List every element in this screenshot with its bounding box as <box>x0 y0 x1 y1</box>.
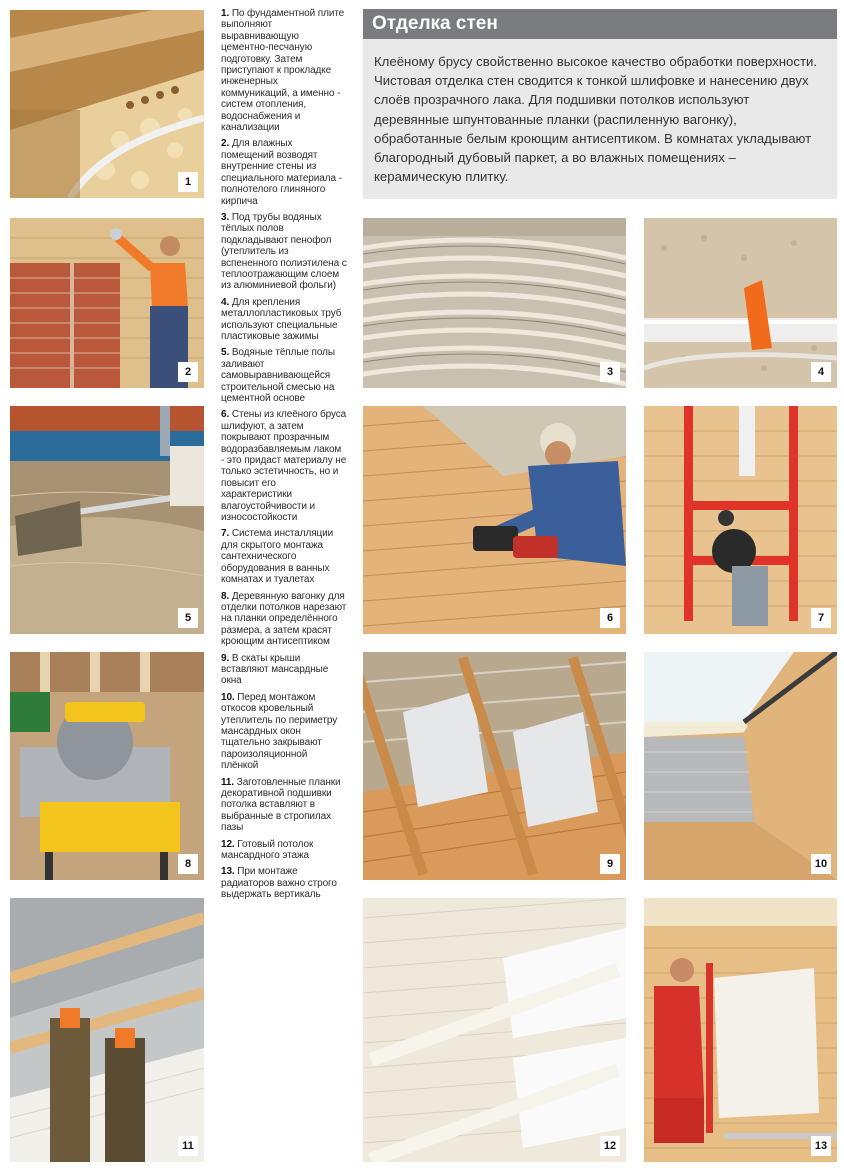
photo-5 <box>10 406 204 634</box>
caption-text: Под трубы водяных тёплых полов подкладывают пенофол (утеплитель из вспененного полиэтилена с теплоотражающим слоем из алюминиевой фольги) <box>221 211 347 292</box>
caption-text: Для влажных помещений возводят внутренние стены из специального материала - полнотелого глиняного кирпича <box>221 138 342 207</box>
window-insulation-photo <box>644 652 837 880</box>
toilet-frame-photo <box>644 406 837 634</box>
caption-text: По фундаментной плите выполняют выравнивающую цементно-песчаную подготовку. Затем приступают к прокладке инженерных коммуникаций, а именно - систем отопления, водоснабжения и канализации <box>221 8 345 134</box>
subfloor-pipes-photo <box>10 10 204 198</box>
caption-4 <box>221 297 347 343</box>
caption-number: 4. <box>221 296 230 308</box>
photo-number: 4 <box>811 362 831 382</box>
photo-number: 7 <box>811 608 831 628</box>
caption-1 <box>221 8 347 133</box>
caption-12 <box>221 839 347 862</box>
pipe-clip-photo <box>644 218 837 388</box>
radiator-level-photo <box>644 898 837 1162</box>
photo-10 <box>644 652 837 880</box>
caption-text: Деревянную вагонку для отделки потолков нарезают на планки определённого размера, а затем красят кроющим антисептиком <box>221 590 347 648</box>
caption-number: 7. <box>221 528 230 540</box>
caption-number: 6. <box>221 409 230 421</box>
photo-number: 6 <box>600 608 620 628</box>
finished-ceiling-photo <box>363 898 626 1162</box>
photo-number: 8 <box>178 854 198 874</box>
caption-text: Заготовленные планки декоративной подшивки потолка вставляют в выбранные в стропилах пазы <box>221 776 341 834</box>
caption-number: 11. <box>221 776 235 788</box>
caption-number: 5. <box>221 347 230 359</box>
caption-number: 10. <box>221 691 235 703</box>
caption-number: 9. <box>221 652 230 664</box>
caption-number: 8. <box>221 590 230 602</box>
caption-3 <box>221 212 347 292</box>
ceiling-planks-photo <box>10 898 204 1162</box>
photo-4 <box>644 218 837 388</box>
lead-paragraph: Клеёному брусу свойственно высокое качество обработки поверхности. Чистовая отделка стен сводится к тонкой шлифовке и нанесению двух слоёв прозрачного лака. Для подшивки потолков используют деревянные шпунтованные планки (распиленную вагонку), обработанные белым кроющим антисептиком. В комнатах укладывают благородный дубовый паркет, а во влажных помещениях – керамическую плитку. <box>374 54 818 185</box>
photo-6 <box>363 406 626 634</box>
caption-text: Готовый потолок мансардного этажа <box>221 838 314 862</box>
caption-text: Для крепления металлопластиковых труб используют специальные пластиковые зажимы <box>221 296 342 342</box>
photo-number: 9 <box>600 854 620 874</box>
photo-11 <box>10 898 204 1162</box>
captions-column <box>221 8 347 906</box>
screed-pouring-photo <box>10 406 204 634</box>
caption-text: Стены из клеёного бруса шлифуют, а затем покрывают прозрачным водоразбавляемым лаком - это придаст материалу не только эстетичность, но и повысит его характеристики влагоустойчивости и износостойкости <box>221 409 347 524</box>
caption-text: Система инсталляции для скрытого монтажа сантехнического оборудования в ванных комнатах и туалетах <box>221 528 334 586</box>
caption-10 <box>221 692 347 772</box>
caption-5 <box>221 347 347 404</box>
photo-2 <box>10 218 204 388</box>
photo-7 <box>644 406 837 634</box>
caption-6 <box>221 409 347 523</box>
photo-number: 13 <box>811 1136 831 1156</box>
photo-12 <box>363 898 626 1162</box>
photo-number: 12 <box>600 1136 620 1156</box>
photo-8 <box>10 652 204 880</box>
photo-13 <box>644 898 837 1162</box>
photo-number: 1 <box>178 172 198 192</box>
caption-number: 2. <box>221 138 230 150</box>
caption-text: При монтаже радиаторов важно строго выдержать вертикаль <box>221 866 337 901</box>
caption-number: 3. <box>221 211 230 223</box>
photo-number: 5 <box>178 608 198 628</box>
caption-text: Водяные тёплые полы заливают самовыравнивающейся строительной смесью на цементной основе <box>221 347 335 404</box>
photo-number: 10 <box>811 854 831 874</box>
photo-number: 3 <box>600 362 620 382</box>
roof-windows-photo <box>363 652 626 880</box>
section-box <box>363 9 837 199</box>
photo-3 <box>363 218 626 388</box>
photo-number: 2 <box>178 362 198 382</box>
photo-1 <box>10 10 204 198</box>
underfloor-pipes-photo <box>363 218 626 388</box>
caption-2 <box>221 138 347 206</box>
wall-sanding-photo <box>363 406 626 634</box>
photo-number: 11 <box>178 1136 198 1156</box>
brick-wall-worker-photo <box>10 218 204 388</box>
photo-9 <box>363 652 626 880</box>
caption-11 <box>221 777 347 834</box>
caption-9 <box>221 653 347 687</box>
section-title: Отделка стен <box>363 9 837 39</box>
caption-number: 12. <box>221 838 235 850</box>
caption-number: 1. <box>221 8 230 19</box>
caption-7 <box>221 528 347 585</box>
caption-13 <box>221 866 347 900</box>
caption-text: В скаты крыши вставляют мансардные окна <box>221 652 329 687</box>
caption-8 <box>221 591 347 648</box>
miter-saw-photo <box>10 652 204 880</box>
caption-text: Перед монтажом откосов кровельный утеплитель по периметру мансардных окон тщательно закрывают пароизоляционной плёнкой <box>221 691 338 772</box>
caption-number: 13. <box>221 866 235 878</box>
